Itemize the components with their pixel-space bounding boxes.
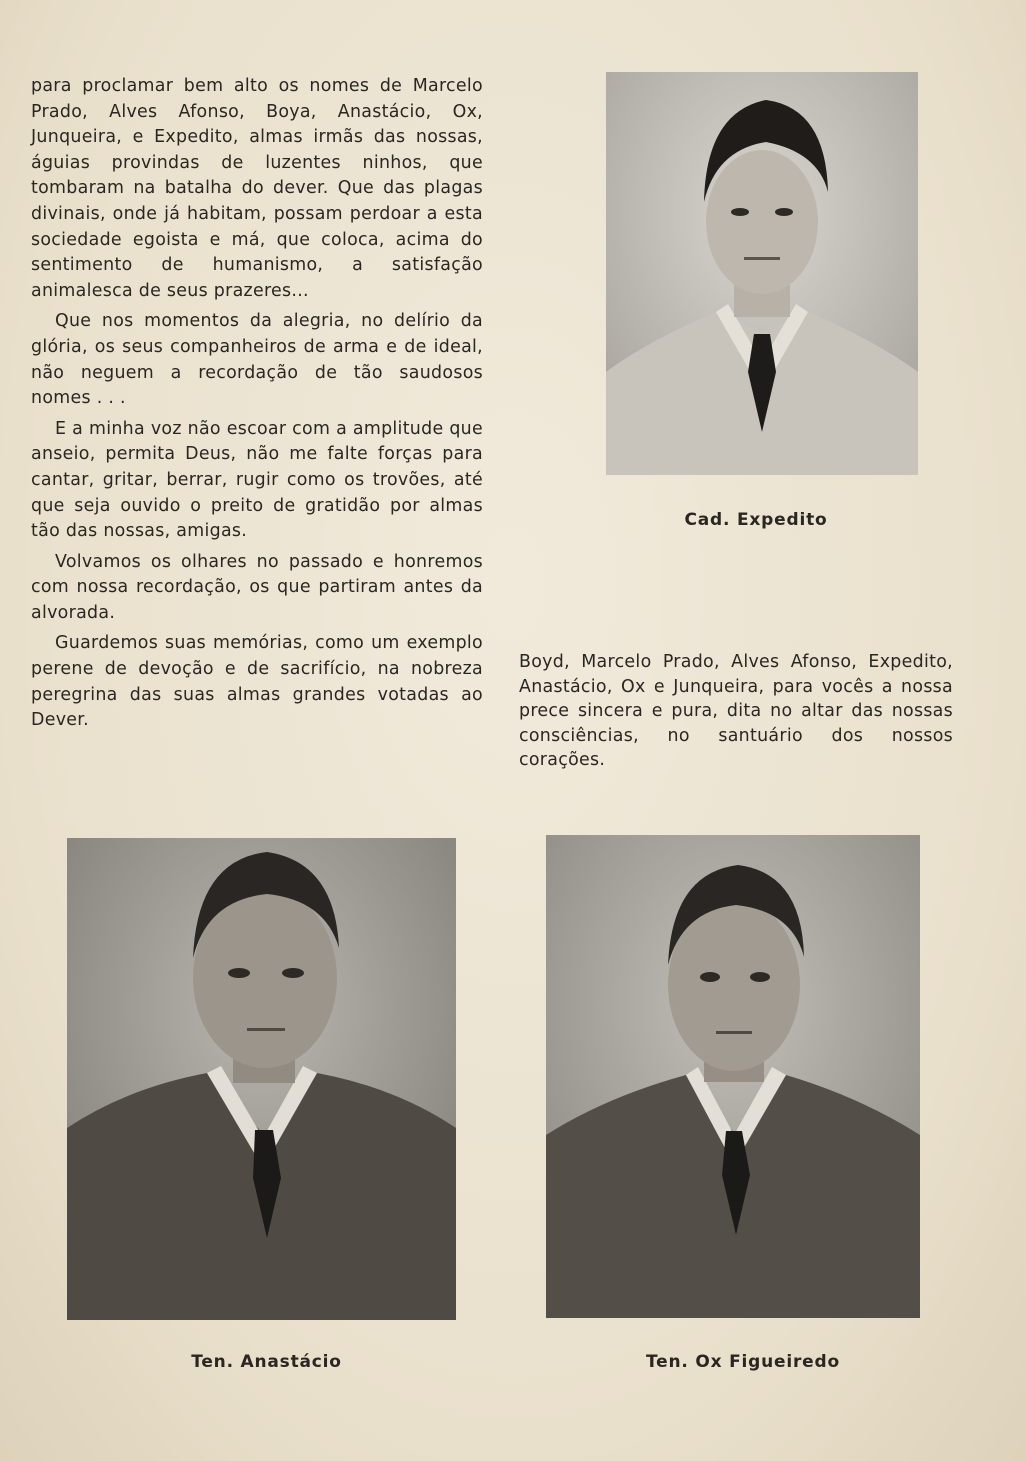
left-text-column bbox=[31, 74, 483, 739]
paragraph-5: Guardemos suas memórias, como um exemplo perene de devoção e de sacrifício, na nobreza peregrina das suas almas grandes votadas ao Dever. bbox=[31, 633, 483, 731]
paragraph-2: Que nos momentos da alegria, no delírio da glória, os seus companheiros de arma e de ideal, não neguem a recordação de tão saudosos nomes . . . bbox=[31, 311, 483, 409]
paragraph-3: E a minha voz não escoar com a amplitude que anseio, permita Deus, não me falte forças para cantar, gritar, berrar, rugir como os trovões, até que seja ouvido o preito de gratidão por almas tão das nossas, amigas. bbox=[31, 418, 483, 542]
dedication-paragraph: Boyd, Marcelo Prado, Alves Afonso, Expedito, Anastácio, Ox e Junqueira, para vocês a nossa prece sincera e pura, dita no altar das nossas consciências, no santuário dos nossos corações. bbox=[519, 652, 953, 771]
caption-ox-figueiredo: Ten. Ox Figueiredo bbox=[646, 1352, 840, 1372]
portrait-anastacio-image bbox=[67, 838, 456, 1320]
portrait-expedito bbox=[606, 72, 918, 475]
paragraph-1: para proclamar bem alto os nomes de Marcelo Prado, Alves Afonso, Boya, Anastácio, Ox, Junqueira, e Expedito, almas irmãs das nossas, águias provindas de luzentes ninhos, que tombaram na batalha do dever. Que das plagas divinais, onde já habitam, possam perdoar a esta sociedade egoista e má, que coloca, acima do sentimento de humanismo, a satisfação animalesca de seus prazeres... bbox=[31, 76, 483, 301]
caption-expedito: Cad. Expedito bbox=[684, 510, 828, 530]
caption-anastacio: Ten. Anastácio bbox=[191, 1352, 342, 1372]
portrait-expedito-image bbox=[606, 72, 918, 475]
portrait-ox-figueiredo-image bbox=[546, 835, 920, 1318]
portrait-ox-figueiredo bbox=[546, 835, 920, 1318]
portrait-anastacio bbox=[67, 838, 456, 1320]
paragraph-4: Volvamos os olhares no passado e honremos com nossa recordação, os que partiram antes da alvorada. bbox=[31, 551, 483, 623]
